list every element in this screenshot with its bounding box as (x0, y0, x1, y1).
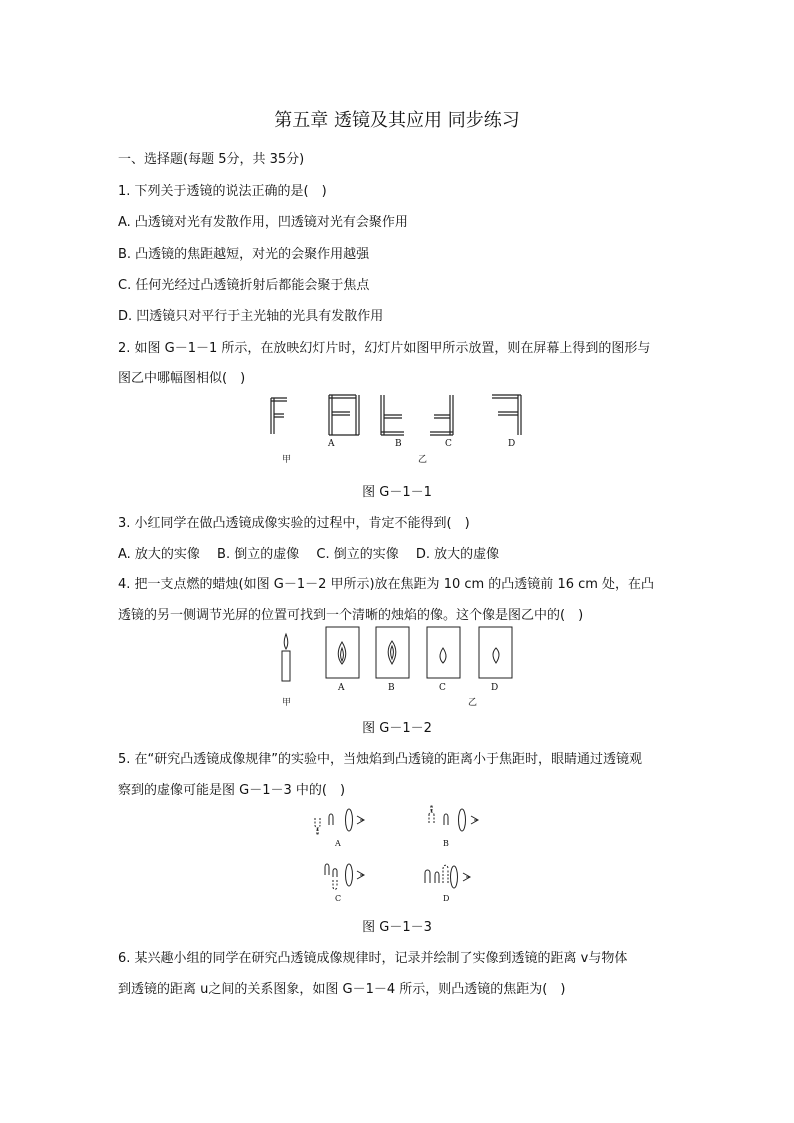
fig1-option-c-shape (430, 395, 453, 435)
fig2-option-a-screen (326, 627, 359, 678)
fig2-jia-candle (282, 634, 290, 681)
fig1-option-d-shape (492, 395, 521, 435)
fig1-jia-shape (271, 398, 287, 434)
figure-g-1-1 (262, 390, 542, 470)
q6-stem-line1: 6. 某兴趣小组的同学在研究凸透镜成像规律时，记录并绘制了实像到透镜的距离 v与物体 (118, 951, 628, 966)
fig1-label-yi: 乙 (418, 455, 428, 465)
fig1-label-c: C (445, 439, 452, 449)
fig3-label-a: A (335, 839, 341, 848)
fig3-label-b: B (443, 839, 449, 848)
q1-stem: 1. 下列关于透镜的说法正确的是( ) (118, 184, 327, 199)
figure-g-1-3 (305, 805, 505, 909)
fig2-option-d-screen (479, 627, 512, 678)
fig2-label-yi: 乙 (468, 698, 478, 708)
q4-stem-line2: 透镜的另一侧调节光屏的位置可找到一个清晰的烛焰的像。这个像是图乙中的( ) (118, 608, 584, 623)
q4-figure-caption: 图 G－1－2 (362, 721, 432, 736)
q3-stem: 3. 小红同学在做凸透镜成像实验的过程中，肯定不能得到( ) (118, 516, 470, 531)
fig1-option-b-shape (381, 395, 404, 435)
fig3-option-d-setup (425, 865, 470, 888)
section-heading: 一、选择题(每题 5分，共 35分) (118, 152, 305, 167)
fig1-label-jia: 甲 (282, 455, 292, 465)
fig1-option-a-shape (329, 395, 359, 435)
q5-figure-caption: 图 G－1－3 (362, 920, 432, 935)
q2-figure-caption: 图 G－1－1 (362, 485, 432, 500)
fig2-option-c-screen (427, 627, 460, 678)
fig3-label-c: C (335, 894, 342, 903)
fig2-option-b-screen (376, 627, 409, 678)
q1-option-c: C. 任何光经过凸透镜折射后都能会聚于焦点 (118, 278, 370, 293)
q1-option-a: A. 凸透镜对光有发散作用，凹透镜对光有会聚作用 (118, 215, 408, 230)
fig3-option-c-setup (325, 864, 364, 889)
fig1-label-a: A (328, 439, 335, 449)
fig1-label-d: D (508, 439, 516, 449)
figure-g-1-2 (275, 624, 525, 712)
fig3-label-d: D (443, 894, 450, 903)
q2-stem-line1: 2. 如图 G－1－1 所示，在放映幻灯片时，幻灯片如图甲所示放置，则在屏幕上得到的图形与 (118, 341, 651, 356)
q3-options: A. 放大的实像 B. 倒立的虚像 C. 倒立的实像 D. 放大的虚像 (118, 547, 500, 562)
q1-option-b: B. 凸透镜的焦距越短，对光的会聚作用越强 (118, 247, 370, 262)
fig2-label-b: B (388, 683, 395, 693)
fig3-option-a-setup (315, 809, 364, 835)
q2-stem-line2: 图乙中哪幅图相似( ) (118, 371, 246, 386)
q6-stem-line2: 到透镜的距离 u之间的关系图象，如图 G－1－4 所示，则凸透镜的焦距为( ) (118, 982, 566, 997)
q5-stem-line1: 5. 在“研究凸透镜成像规律”的实验中，当烛焰到凸透镜的距离小于焦距时，眼睛通过透镜观 (118, 752, 643, 767)
q5-stem-line2: 察到的虚像可能是图 G－1－3 中的( ) (118, 783, 346, 798)
page-title: 第五章 透镜及其应用 同步练习 (274, 110, 520, 131)
fig3-option-b-setup (429, 805, 478, 831)
fig2-label-c: C (439, 683, 446, 693)
fig2-label-d: D (491, 683, 499, 693)
fig2-label-jia: 甲 (282, 698, 292, 708)
fig1-label-b: B (395, 439, 402, 449)
q4-stem-line1: 4. 把一支点燃的蜡烛(如图 G－1－2 甲所示)放在焦距为 10 cm 的凸透镜前 16 cm 处，在凸 (118, 577, 655, 592)
q1-option-d: D. 凹透镜只对平行于主光轴的光具有发散作用 (118, 309, 384, 324)
fig2-label-a: A (338, 683, 345, 693)
